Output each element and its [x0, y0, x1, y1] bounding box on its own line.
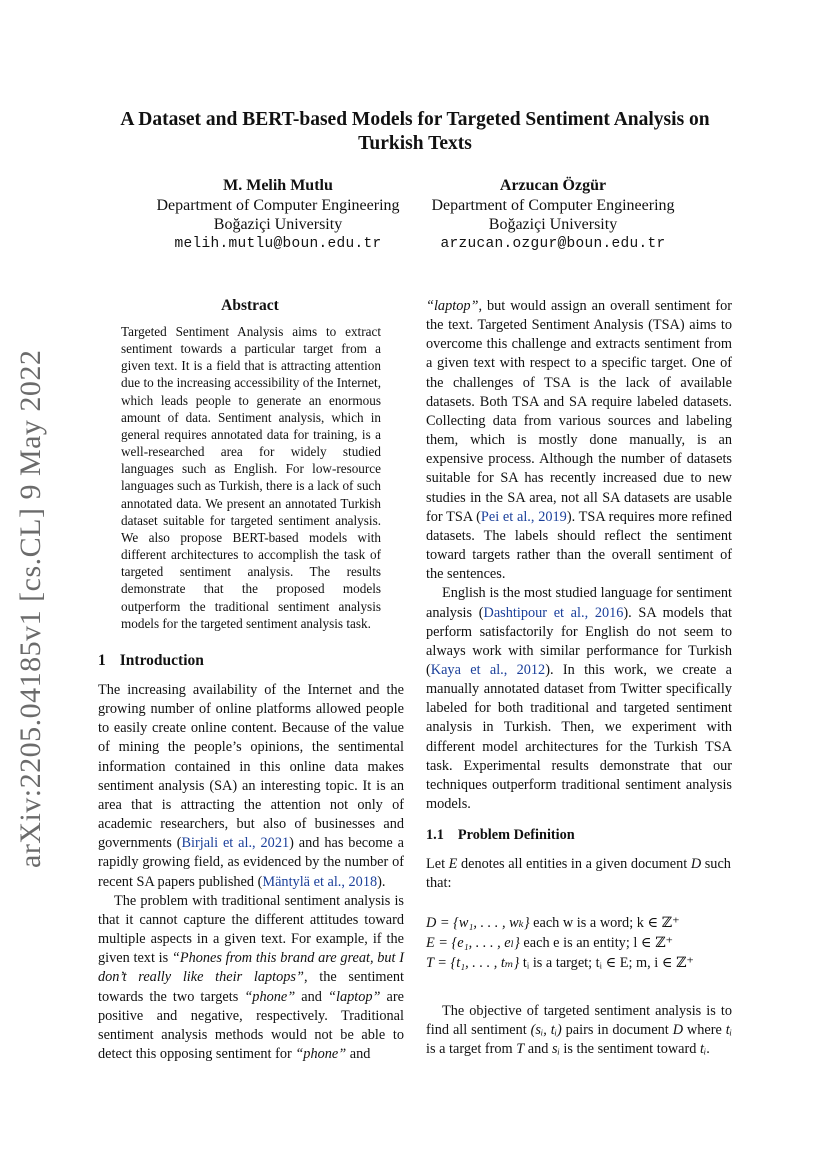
- text-run: and: [295, 988, 329, 1005]
- equation-line: [426, 913, 746, 933]
- arxiv-stamp: arXiv:2205.04185v1 [cs.CL] 9 May 2022: [14, 349, 47, 868]
- intro-paragraph-2-continued: [426, 297, 732, 584]
- example-quote: “phone”: [244, 988, 296, 1005]
- definition-intro: [426, 855, 732, 893]
- text-run: Let: [426, 856, 449, 872]
- title-line-2: Turkish Texts: [358, 133, 472, 154]
- intro-paragraph-1: [98, 681, 404, 892]
- citation-link[interactable]: Birjali et al., 2021: [181, 835, 290, 852]
- text-run: denotes all entities in a given document: [457, 856, 691, 872]
- text-run: ). TSA requires more refined datasets. The labels should reflect the sentiment toward targets rather than the overall sentiment of the sentences.: [426, 508, 733, 583]
- text-run: ). In this work, we create a manually annotated dataset from Twitter specifically labeled for both traditional and targeted sentiment analysis in Turkish. Then, we experiment with different model architectures for the Turkish TSA task. Experimental results demonstrate that our techniques outperform traditional sentiment analysis models.: [426, 661, 733, 813]
- example-quote: “phone”: [295, 1045, 347, 1062]
- author-dept: Department of Computer Engineering: [431, 196, 675, 214]
- example-quote: “laptop”: [328, 988, 381, 1005]
- text-run: such that:: [426, 856, 731, 892]
- author-univ: Boğaziçi University: [488, 216, 618, 233]
- author-email[interactable]: melih.mutlu@boun.edu.tr: [174, 235, 382, 252]
- text-run: ).: [377, 873, 386, 890]
- paper-title: [80, 108, 750, 156]
- intro-paragraph-2: [98, 892, 404, 1064]
- equation-text: tᵢ is a target; tᵢ ∈ E; m, i ∈ ℤ⁺: [519, 955, 694, 971]
- subsection-heading-problem-definition: [426, 827, 575, 844]
- text-run: where: [683, 1022, 726, 1039]
- author-block-1: [138, 176, 418, 254]
- text-run: is the sentiment toward: [559, 1041, 701, 1058]
- example-quote: “laptop”: [426, 298, 479, 314]
- equation-line: [426, 933, 746, 953]
- text-run: , the sentiment towards the two targets: [98, 969, 405, 1005]
- math-symbol: D: [690, 856, 702, 872]
- math-symbol: D: [672, 1022, 684, 1039]
- citation-link[interactable]: Kaya et al., 2012: [430, 661, 546, 678]
- author-name: M. Melih Mutlu: [223, 177, 333, 194]
- text-run: The problem with traditional sentiment analysis is that it cannot capture the different attitudes toward multiple aspects in a given text. For example, if the given text is: [98, 892, 404, 967]
- text-run: and: [524, 1041, 553, 1058]
- citation-link[interactable]: Mäntylä et al., 2018: [262, 873, 378, 890]
- math-symbol: E: [448, 856, 458, 872]
- text-run: and: [346, 1045, 371, 1062]
- equation-math: E = {e₁, . . . , eₗ}: [426, 935, 520, 951]
- author-name: Arzucan Özgür: [499, 177, 607, 194]
- author-email[interactable]: arzucan.ozgur@boun.edu.tr: [440, 235, 666, 252]
- math-symbol: tᵢ: [725, 1022, 733, 1039]
- intro-right-column: [426, 297, 732, 814]
- citation-link[interactable]: Pei et al., 2019: [480, 508, 567, 525]
- equation-text: each w is a word; k ∈ ℤ⁺: [529, 915, 680, 931]
- subsection-number: 1.1: [426, 827, 444, 843]
- abstract-heading: Abstract: [221, 297, 279, 314]
- equation-text: each e is an entity; l ∈ ℤ⁺: [519, 935, 674, 951]
- equation-line: [426, 953, 746, 973]
- definition-equations: [426, 913, 746, 973]
- intro-paragraph-3: [426, 584, 732, 814]
- abstract-text: Targeted Sentiment Analysis aims to extract sentiment towards a particular target from a given text. It is a field that is attracting attention due to the increasing accessibility of the Internet, which leads people to generate an enormous amount of data. Sentiment analysis, which in general requires annotated data for training, is a well-researched area for widely studied languages such as English. For low-resource languages such as Turkish, there is a lack of such annotated data. We present an annotated Turkish dataset suitable for targeted sentiment analysis. We also propose BERT-based models with different architectures to accomplish the task of targeted sentiment analysis. The results demonstrate that the proposed models outperform the traditional sentiment analysis models for the targeted sentiment analysis task.: [121, 324, 381, 631]
- section-title: Introduction: [119, 652, 204, 669]
- text-run: ). SA models that perform satisfactorily for English do not seem to always work with similar performance for Turkish (: [426, 604, 732, 678]
- section-number: 1: [98, 652, 106, 669]
- math-symbol: tᵢ: [700, 1041, 707, 1058]
- citation-link[interactable]: Dashtipour et al., 2016: [483, 604, 624, 621]
- text-run: .: [706, 1041, 710, 1058]
- text-run: English is the most studied language for sentiment analysis (: [426, 585, 732, 621]
- math-symbol: T: [516, 1041, 525, 1058]
- intro-left-column: [98, 681, 404, 1064]
- math-symbol: (sᵢ, tᵢ): [530, 1022, 562, 1039]
- text-run: The objective of targeted sentiment analysis is to find all sentiment: [426, 1003, 732, 1039]
- title-line-1: A Dataset and BERT-based Models for Targeted Sentiment Analysis on: [120, 109, 710, 130]
- section-heading-introduction: [98, 652, 204, 670]
- example-quote: “Phones from this brand are great, but I don’t really like their laptops”: [98, 950, 404, 986]
- equation-math: T = {t₁, . . . , tₘ}: [426, 955, 520, 971]
- author-univ: Boğaziçi University: [213, 216, 343, 233]
- author-dept: Department of Computer Engineering: [156, 196, 400, 214]
- text-run: pairs in document: [561, 1022, 673, 1039]
- subsection-title: Problem Definition: [457, 827, 575, 843]
- text-run: , but would assign an overall sentiment for the text. Targeted Sentiment Analysis (TSA) aims to overcome this challenge and extracts sentiment from a given text with respect to a specific target. One of the challenges of TSA is the lack of available datasets. Both TSA and SA require labeled datasets. Collecting data from various sources and labeling them, which is mostly done manually, is an expensive process. Although the number of datasets suitable for SA has recently increased due to new studies in the SA area, not all SA datasets are usable for TSA (: [426, 298, 732, 525]
- equation-math: D = {w₁, . . . , wₖ}: [426, 915, 530, 931]
- text-run: is a target from: [426, 1041, 517, 1058]
- objective-paragraph: [426, 1002, 732, 1059]
- text-run: are positive and negative, respectively. Traditional sentiment analysis methods would not be able to detect this opposing sentiment for: [98, 988, 405, 1062]
- text-run: ) and has become a rapidly growing field, as evidenced by the number of recent SA papers published (: [98, 835, 405, 890]
- text-run: The increasing availability of the Internet and the growing number of online platforms allowed people to easily create online content. Because of the value of mining the people’s opinions, the sentimental information contained in this online data makes sentiment analysis (SA) an interesting topic. It is an area that is attracting the attention not only of academic researchers, but also of businesses and governments (: [98, 682, 404, 852]
- author-block-2: [413, 176, 693, 254]
- math-symbol: sᵢ: [552, 1041, 560, 1058]
